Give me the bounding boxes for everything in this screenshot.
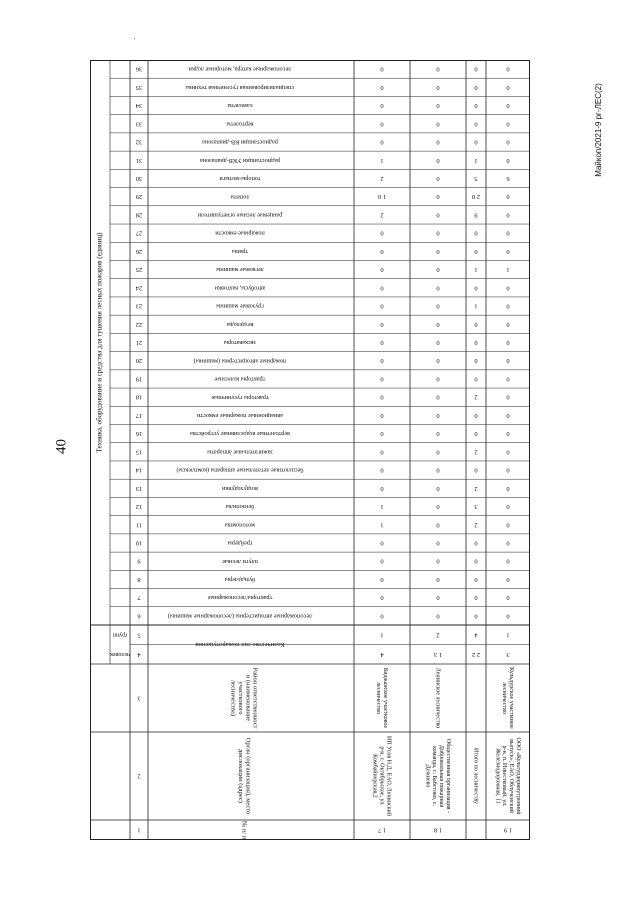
equipment-label: плуги лесные: [222, 557, 258, 565]
equipment-label: экскаваторы: [223, 339, 257, 347]
cell-value: 0: [436, 357, 440, 365]
groups-header: групп: [112, 631, 128, 638]
tech-group-header: Техника, оборудование и средства для тушения лесных пожаров (единиц): [95, 232, 104, 453]
column-number: 7: [137, 594, 141, 602]
cell-value: 0: [436, 83, 440, 91]
equipment-label: трапы: [231, 247, 249, 255]
cell-value: 0: [506, 339, 510, 347]
column-number: 21: [135, 339, 143, 347]
column-number: 22: [135, 320, 143, 328]
cell-value: 0: [436, 339, 440, 347]
cell-value: 0: [380, 138, 384, 146]
cell-value: 0: [474, 539, 478, 547]
cell-value: 0: [436, 211, 440, 219]
equipment-label: зажигательные аппараты: [207, 448, 273, 456]
cell-organ: Добровольная пожарная: [438, 744, 445, 808]
cell-value: 0: [380, 284, 384, 292]
equipment-label: автобусы, вахтовки: [214, 284, 266, 292]
cell-value: 0: [474, 339, 478, 347]
cell-value: 0: [436, 503, 440, 511]
cell-value: 0: [436, 138, 440, 146]
cell-value: 0: [474, 247, 478, 255]
document-reference-text: Майкоп/2021-9 рг-ЛЕС(2): [594, 83, 603, 177]
column-number: 11: [135, 521, 143, 529]
equipment-label: вертолетные водосливные устройства: [190, 430, 290, 438]
column-number: 24: [135, 284, 143, 292]
equipment-label: топоры-мотыги: [219, 175, 261, 183]
column-number: 35: [135, 83, 143, 91]
cell-value: 0: [506, 229, 510, 237]
cell-value: 0: [380, 229, 384, 237]
cell-groups: 4: [474, 631, 478, 639]
cell-value: 0: [506, 284, 510, 292]
column-number: 19: [135, 375, 143, 383]
cell-value: 0: [436, 448, 440, 456]
cell-value: 0: [506, 138, 510, 146]
cell-organ: ИП Усов Н.Д. ЕАО, Ленинский: [385, 736, 392, 816]
equipment-label: мотопомпы: [224, 521, 256, 529]
cell-organ: Дежнево: [424, 764, 431, 788]
cell-value: 0: [380, 448, 384, 456]
number-header: № п/ п: [240, 820, 248, 840]
cell-value: 0: [506, 557, 510, 565]
fire-equipment-table: [90, 60, 530, 840]
cell-value: 0: [380, 83, 384, 91]
cell-people: 1 3: [433, 650, 443, 658]
cell-value: 0: [506, 247, 510, 255]
cell-value: 0: [436, 65, 440, 73]
cell-value: 0: [506, 575, 510, 583]
cell-value: 0: [380, 539, 384, 547]
cell-value: 2: [474, 521, 478, 529]
cell-value: 2: [380, 211, 384, 219]
cell-value: 0: [380, 302, 384, 310]
cell-value: 0: [474, 557, 478, 565]
region-header: и (наименование: [244, 674, 252, 722]
region-header: Район ответственност: [251, 667, 259, 729]
people-header: человек: [109, 650, 131, 657]
cell-groups: 1: [506, 631, 510, 639]
column-number: 34: [135, 102, 143, 110]
cell-value: 0: [380, 411, 384, 419]
cell-value: 0: [436, 247, 440, 255]
column-number: 10: [135, 539, 143, 547]
table-border: [91, 61, 530, 840]
cell-value: 0: [436, 302, 440, 310]
cell-value: 0: [506, 357, 510, 365]
cell-value: 1: [474, 266, 478, 274]
stray-mark: ': [134, 38, 136, 44]
equipment-label: тракторы колесные: [214, 375, 266, 383]
cell-value: 0: [474, 320, 478, 328]
table-grid: [90, 60, 530, 840]
cell-value: 0: [506, 120, 510, 128]
cell-value: 0: [436, 284, 440, 292]
column-number: 12: [135, 503, 143, 511]
column-number: 28: [135, 211, 143, 219]
cell-value: 0: [436, 174, 440, 182]
cell-value: 0: [436, 557, 440, 565]
cell-value: 0: [474, 229, 478, 237]
region-header: участкового: [236, 681, 244, 715]
cell-value: 0: [506, 193, 510, 201]
cell-people: 2 2: [471, 650, 481, 658]
column-number: 4: [137, 650, 141, 658]
equipment-label: тракторы/лесопожарные: [207, 594, 273, 602]
cell-value: 1: [380, 156, 384, 164]
cell-value: 0: [380, 393, 384, 401]
equipment-label: радиостанции КВ-диапазона: [202, 138, 278, 146]
cell-value: 0: [436, 521, 440, 529]
equipment-label: специализированная гусеничная техника: [185, 83, 295, 91]
cell-value: 0: [436, 193, 440, 201]
page-number: 40: [53, 439, 70, 454]
cell-value: 2: [474, 393, 478, 401]
cell-value: 0: [380, 320, 384, 328]
column-number: 14: [135, 466, 143, 474]
cell-organ: ООО «Культурдорвнутренний: [514, 737, 521, 815]
cell-value: 0: [380, 102, 384, 110]
cell-value: 0: [506, 302, 510, 310]
cell-value: 0: [436, 430, 440, 438]
cell-value: 1: [506, 266, 510, 274]
cell-value: 0: [380, 65, 384, 73]
forces-header: Количество сил пожаротушения: [195, 641, 285, 649]
cell-value: 0: [436, 393, 440, 401]
cell-value: 0: [474, 575, 478, 583]
equipment-label: грузовые машины: [216, 302, 264, 310]
equipment-label: лесопожарные автоцистерны (лесопожарные машины): [167, 612, 313, 620]
cell-value: 0: [474, 411, 478, 419]
cell-people: 3: [506, 650, 510, 658]
cell-value: 0: [506, 521, 510, 529]
equipment-label: лопаты: [230, 193, 250, 201]
cell-value: 1: [474, 302, 478, 310]
cell-organ: Итого по лесничеству: [472, 747, 479, 805]
cell-value: 0: [380, 557, 384, 565]
cell-value: 0: [506, 539, 510, 547]
cell-value: 0: [506, 156, 510, 164]
cell-value: 0: [474, 466, 478, 474]
cell-value: 0: [474, 65, 478, 73]
equipment-label: ранцевые лесные огнетушители: [197, 211, 283, 219]
equipment-label: бесшлотные летательные аппараты (комплексы): [176, 466, 304, 474]
column-number: 8: [137, 575, 141, 583]
cell-number: 1 7: [377, 826, 387, 834]
cell-value: 0: [436, 575, 440, 583]
cell-value: 0: [506, 430, 510, 438]
cell-value: 0: [436, 156, 440, 164]
column-number: 1: [137, 826, 141, 834]
cell-value: 0: [474, 357, 478, 365]
cell-value: 0: [436, 320, 440, 328]
cell-value: 0: [506, 320, 510, 328]
cell-organ: выпуск», ЕАО, Облученский: [508, 739, 515, 813]
cell-number: 1 9: [503, 826, 513, 834]
region-header: лесничества): [229, 679, 237, 717]
cell-value: 0: [380, 575, 384, 583]
cell-value: 2: [380, 174, 384, 182]
column-number: 29: [135, 193, 143, 201]
cell-region: Биджанское участковое: [382, 667, 389, 729]
cell-value: 2: [474, 448, 478, 456]
equipment-label: авиационные пожарные емкости: [196, 411, 284, 419]
equipment-label: бульдозеры: [224, 576, 256, 584]
equipment-label: лесопожарные катера, моторные лодки: [188, 65, 292, 73]
column-number: 31: [135, 156, 143, 164]
cell-region: лесничество: [375, 682, 382, 714]
cell-value: 0: [506, 448, 510, 456]
cell-value: 0: [380, 594, 384, 602]
cell-number: 1 8: [433, 826, 443, 834]
cell-value: 0: [506, 211, 510, 219]
cell-region: Ленинское лесничество: [434, 667, 441, 729]
cell-value: 0: [474, 138, 478, 146]
cell-organ: Общественная организация -: [444, 738, 451, 814]
cell-value: 2: [474, 484, 478, 492]
column-number: 17: [135, 411, 143, 419]
cell-value: 0: [506, 83, 510, 91]
cell-organ: Комбайнерская,2: [371, 754, 378, 798]
cell-value: 0: [436, 612, 440, 620]
cell-value: 6: [506, 174, 510, 182]
organ-header: Орган (организация), место: [244, 737, 252, 815]
cell-value: 0: [474, 120, 478, 128]
cell-people: 4: [380, 650, 384, 658]
cell-value: 0: [380, 120, 384, 128]
column-number: 23: [135, 302, 143, 310]
cell-value: 0: [380, 357, 384, 365]
organ-header: дислокации (адрес): [236, 749, 244, 803]
column-number: 27: [135, 229, 143, 237]
cell-value: 0: [380, 466, 384, 474]
equipment-label: вездеходы: [226, 320, 254, 328]
cell-value: 0: [436, 375, 440, 383]
cell-value: 0: [436, 484, 440, 492]
cell-organ: р-н, с. Октябрьское, ул.: [378, 746, 385, 806]
cell-value: 0: [506, 411, 510, 419]
cell-value: 0: [436, 594, 440, 602]
cell-value: 1: [474, 156, 478, 164]
cell-groups: 1: [380, 631, 384, 639]
column-number: 2: [137, 772, 141, 780]
cell-value: 0: [506, 484, 510, 492]
column-number: 26: [135, 247, 143, 255]
cell-value: 1: [380, 503, 384, 511]
column-number: 18: [135, 393, 143, 401]
cell-value: 0: [506, 594, 510, 602]
cell-value: 0: [474, 375, 478, 383]
cell-value: 9: [474, 211, 478, 219]
cell-value: 0: [474, 102, 478, 110]
cell-value: 0: [436, 266, 440, 274]
cell-value: 1 0: [377, 193, 387, 201]
cell-groups: 2: [436, 631, 440, 639]
column-number: 15: [135, 448, 143, 456]
cell-value: 0: [436, 120, 440, 128]
cell-organ: команда, с. Бабстово, с.: [431, 746, 438, 806]
equipment-label: бензопилы: [225, 503, 255, 511]
cell-value: 0: [506, 65, 510, 73]
cell-value: 0: [506, 375, 510, 383]
equipment-label: вертолеты: [226, 120, 254, 128]
column-number: 20: [135, 357, 143, 365]
column-number: 13: [135, 484, 143, 492]
cell-value: 0: [380, 612, 384, 620]
cell-value: 0: [474, 284, 478, 292]
cell-organ: Железнодорожная, 11: [494, 748, 501, 804]
cell-value: 3: [474, 503, 478, 511]
column-number: 33: [135, 120, 143, 128]
cell-value: 0: [474, 430, 478, 438]
column-number: 3: [137, 694, 141, 702]
cell-value: 0: [506, 466, 510, 474]
column-number: 6: [137, 612, 141, 620]
cell-value: 0: [436, 539, 440, 547]
cell-value: 0: [380, 266, 384, 274]
equipment-label: легковые машины: [216, 266, 264, 274]
cell-region: лесничество: [501, 682, 508, 714]
cell-value: 0: [436, 411, 440, 419]
equipment-label: пожарные автоцистерны (машины): [193, 357, 287, 365]
cell-value: 1: [380, 521, 384, 529]
cell-value: 0: [436, 466, 440, 474]
equipment-label: радиостанции УКВ-диапазона: [199, 156, 281, 164]
equipment-label: пожарные емкости: [215, 229, 265, 237]
column-number: 5: [137, 631, 141, 639]
cell-value: 5: [474, 174, 478, 182]
column-number: 32: [135, 138, 143, 146]
column-number: 9: [137, 557, 141, 565]
cell-value: 0: [506, 393, 510, 401]
cell-value: 0: [474, 594, 478, 602]
cell-value: 0: [380, 375, 384, 383]
cell-value: 0: [506, 102, 510, 110]
cell-value: 0: [474, 83, 478, 91]
column-number: 30: [135, 174, 143, 182]
equipment-label: воздуходувки: [222, 484, 258, 492]
cell-value: 0: [380, 339, 384, 347]
cell-organ: р-н, п. Известковый, ул.: [501, 745, 508, 807]
cell-value: 0: [506, 503, 510, 511]
column-number: 36: [135, 65, 143, 73]
cell-value: 0: [506, 612, 510, 620]
column-number: 16: [135, 430, 143, 438]
cell-region: Кульдурское участковое: [508, 667, 515, 729]
equipment-label: самолеты: [227, 102, 253, 110]
equipment-label: тракторы гусеничные: [211, 393, 269, 401]
cell-value: 0: [436, 102, 440, 110]
cell-value: 0: [436, 229, 440, 237]
column-number: 25: [135, 266, 143, 274]
cell-value: 0: [380, 430, 384, 438]
cell-value: 0: [380, 247, 384, 255]
equipment-label: грейдеры: [227, 539, 253, 547]
cell-value: 0: [474, 612, 478, 620]
cell-value: 0: [380, 484, 384, 492]
cell-value: 2 0: [471, 193, 481, 201]
